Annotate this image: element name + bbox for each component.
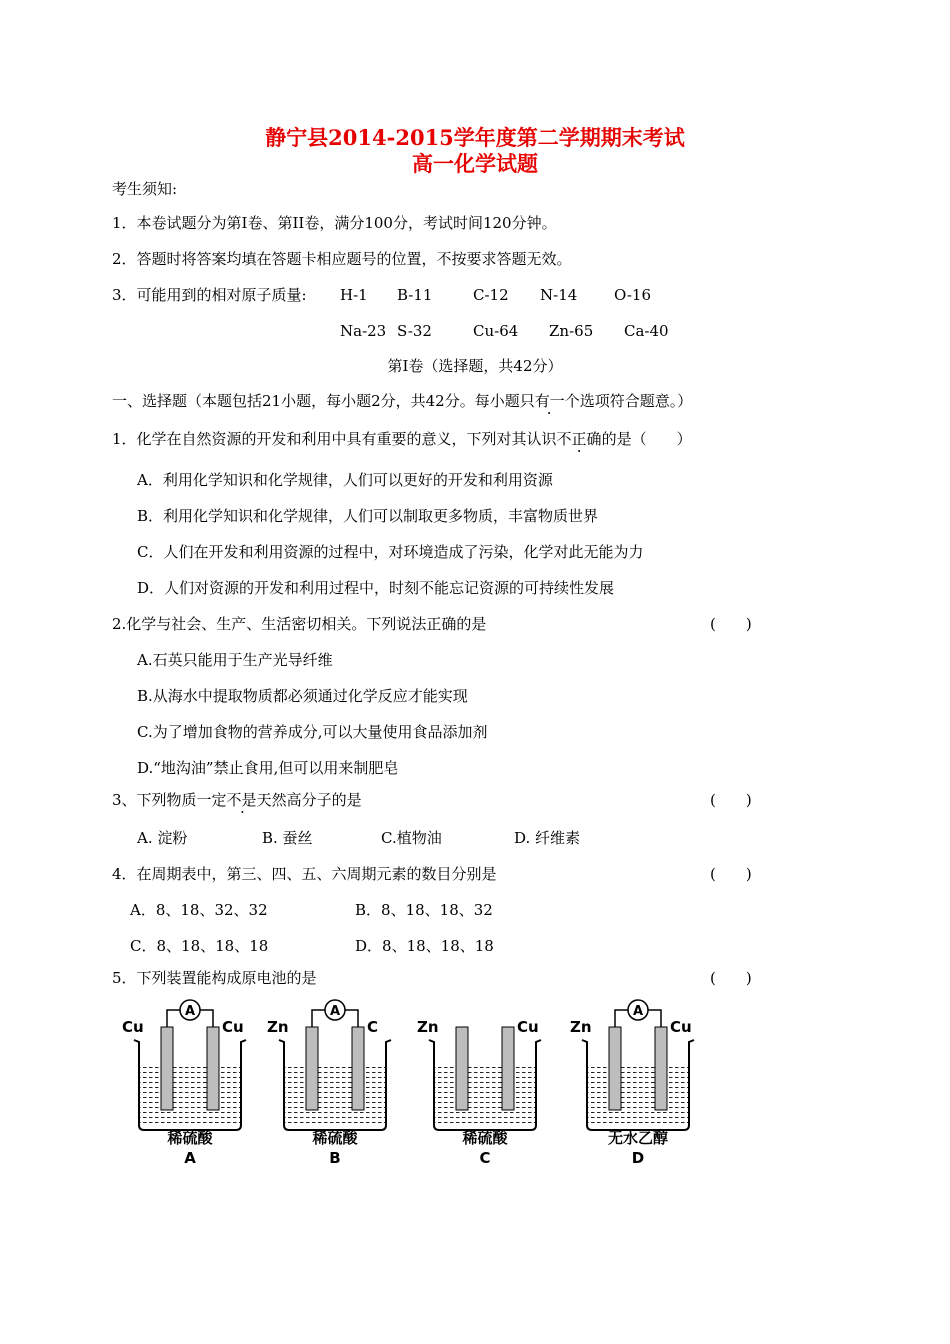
notice-item-2: 2．答题时将答案均填在答题卡相应题号的位置，不按要求答题无效。 <box>112 250 572 268</box>
cell-d-label: D <box>631 1149 645 1167</box>
mass-ca: Ca-40 <box>624 322 669 340</box>
exam-subtitle: 高一化学试题 <box>412 151 538 176</box>
mass-cu: Cu-64 <box>473 322 519 340</box>
q3-stem-b: 天然高分子的是 <box>256 791 362 809</box>
cell-d-right-rod <box>655 1027 667 1110</box>
question-4-stem: 4．在周期表中，第三、四、五、六周期元素的数目分别是 <box>112 865 497 883</box>
q2-option-a: A.石英只能用于生产光导纤维 <box>137 651 333 669</box>
q3-stem-a: 3、下列物质一定 <box>112 791 227 809</box>
q3-option-b: B. 蚕丝 <box>262 829 313 847</box>
question-3-stem <box>112 791 362 809</box>
q4-option-b: B．8、18、18、32 <box>355 901 493 919</box>
cell-c <box>417 1018 541 1167</box>
cell-d-left-electrode: Zn <box>570 1018 592 1036</box>
cell-c-left-rod <box>456 1027 468 1110</box>
q2-option-d: D.“地沟油”禁止食用,但可以用来制肥皂 <box>137 759 399 777</box>
q3-answer-bracket: ( ) <box>710 791 752 809</box>
q5-answer-bracket: ( ) <box>710 969 752 987</box>
exam-title: 静宁县2014-2015学年度第二学期期末考试 <box>265 125 685 150</box>
cell-a-right-rod <box>207 1027 219 1110</box>
mass-zn: Zn-65 <box>549 322 594 340</box>
cell-b-right-rod <box>352 1027 364 1110</box>
mass-o: O-16 <box>614 286 652 304</box>
q3-option-c: C.植物油 <box>381 829 442 847</box>
q2-option-c: C.为了增加食物的营养成分,可以大量使用食品添加剂 <box>137 723 488 741</box>
cell-b-electrolyte: 稀硫酸 <box>312 1129 358 1147</box>
mass-b: B-11 <box>397 286 433 304</box>
galvanic-cells-diagram <box>120 995 710 1175</box>
section1-intro-b: 选项符合题意。） <box>579 392 693 410</box>
q2-option-b: B.从海水中提取物质都必须通过化学反应才能实现 <box>137 687 468 705</box>
cell-b <box>267 1000 391 1167</box>
cell-c-right-electrode: Cu <box>517 1018 539 1036</box>
cell-c-label: C <box>479 1149 491 1167</box>
mass-n: N-14 <box>540 286 578 304</box>
q1-stem-b: 的是（ ） <box>601 430 692 448</box>
question-1-stem <box>112 430 692 448</box>
q4-option-d: D．8、18、18、18 <box>355 937 494 955</box>
cell-a <box>122 1000 246 1167</box>
cell-a-left-rod <box>161 1027 173 1110</box>
cell-b-left-rod <box>306 1027 318 1110</box>
q3-option-d: D. 纤维素 <box>514 829 581 847</box>
q2-answer-bracket: ( ) <box>710 615 752 633</box>
cell-a-electrolyte: 稀硫酸 <box>167 1129 213 1147</box>
notice-item-1: 1．本卷试题分为第Ⅰ卷、第II卷，满分100分，考试时间120分钟。 <box>112 214 557 232</box>
q3-option-a: A. 淀粉 <box>137 829 188 847</box>
cell-b-label: B <box>329 1149 341 1167</box>
cell-a-ammeter-label: A <box>184 1004 196 1019</box>
cell-d-ammeter-label: A <box>632 1004 644 1019</box>
q4-option-a: A．8、18、32、32 <box>130 901 268 919</box>
mass-c: C-12 <box>473 286 509 304</box>
q1-option-c: C．人们在开发和利用资源的过程中，对环境造成了污染，化学对此无能为力 <box>137 543 644 561</box>
q1-option-a: A．利用化学知识和化学规律，人们可以更好的开发和利用资源 <box>137 471 553 489</box>
mass-s: S-32 <box>397 322 432 340</box>
cell-b-ammeter-label: A <box>329 1004 341 1019</box>
q4-answer-bracket: ( ) <box>710 865 752 883</box>
cell-b-left-electrode: Zn <box>267 1018 289 1036</box>
cell-b-right-electrode: C <box>367 1018 379 1036</box>
q3-stem-emph: 不是 <box>226 791 257 809</box>
mass-na: Na-23 <box>340 322 387 340</box>
cell-a-right-electrode: Cu <box>222 1018 244 1036</box>
question-5-stem: 5．下列装置能构成原电池的是 <box>112 969 317 987</box>
q1-option-d: D．人们对资源的开发和利用过程中，时刻不能忘记资源的可持续性发展 <box>137 579 615 597</box>
q1-stem-a: 1．化学在自然资源的开发和利用中具有重要的意义，下列对其认识 <box>112 430 557 448</box>
cell-c-left-electrode: Zn <box>417 1018 439 1036</box>
q1-stem-emph: 不正确 <box>556 430 602 448</box>
cell-d-left-rod <box>609 1027 621 1110</box>
notice-heading: 考生须知: <box>112 180 178 198</box>
q1-option-b: B．利用化学知识和化学规律，人们可以制取更多物质，丰富物质世界 <box>137 507 599 525</box>
cell-a-left-electrode: Cu <box>122 1018 144 1036</box>
cell-d-right-electrode: Cu <box>670 1018 692 1036</box>
cell-a-label: A <box>184 1149 196 1167</box>
cell-d-electrolyte: 无水乙醇 <box>607 1129 669 1147</box>
cell-c-electrolyte: 稀硫酸 <box>462 1129 508 1147</box>
section1-intro-emph: 只有一个 <box>519 392 580 410</box>
q4-option-c: C．8、18、18、18 <box>130 937 269 955</box>
part1-heading: 第Ⅰ卷（选择题，共42分） <box>387 357 563 375</box>
notice-item-3: 3．可能用到的相对原子质量: <box>112 286 307 304</box>
section1-intro <box>112 392 692 410</box>
cell-c-right-rod <box>502 1027 514 1110</box>
mass-h: H-1 <box>340 286 368 304</box>
question-2-stem: 2.化学与社会、生产、生活密切相关。下列说法正确的是 <box>112 615 487 633</box>
section1-intro-a: 一、选择题（本题包括21小题，每小题2分，共42分。每小题 <box>112 392 520 410</box>
cell-d <box>570 1000 694 1167</box>
